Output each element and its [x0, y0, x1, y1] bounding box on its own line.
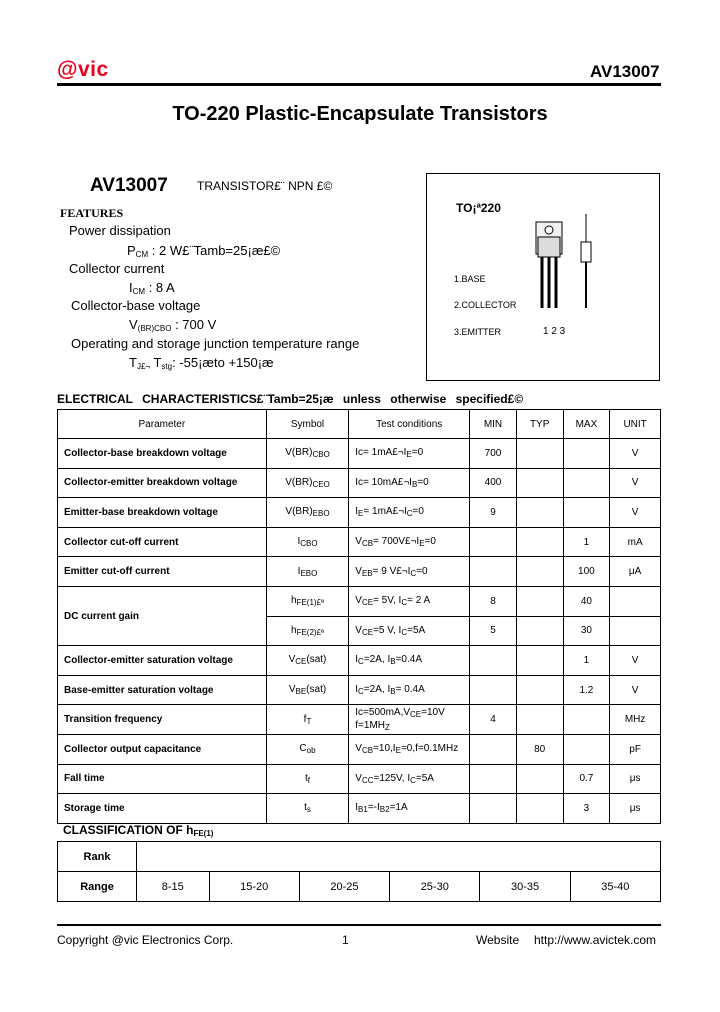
- min-cell: [470, 557, 517, 587]
- vcbo-value: : 700 V: [175, 317, 217, 332]
- symbol-subscript: FE(1)£ª: [296, 598, 324, 608]
- mounting-hole: [545, 226, 553, 234]
- symbol-cell: [266, 439, 349, 469]
- tj-symbol: T: [129, 355, 137, 370]
- max-cell: 1.2: [563, 675, 610, 705]
- condition-subscript: B2: [379, 805, 390, 815]
- param-cell: Storage time: [58, 794, 267, 824]
- condition-subscript: E: [395, 746, 401, 756]
- typ-cell: [516, 646, 563, 676]
- condition-subscript: EB: [361, 568, 373, 578]
- temp-value: : -55¡æto +150¡æ: [172, 355, 274, 370]
- condition-text: f=1MH: [355, 719, 385, 731]
- table-row: [58, 764, 661, 794]
- symbol-subscript: EBO: [300, 568, 318, 578]
- feature-temp-value: [129, 355, 274, 371]
- min-cell: [470, 794, 517, 824]
- tstg-subscript: stg: [161, 362, 173, 371]
- condition-cell: [349, 527, 470, 557]
- condition-cell: [349, 616, 470, 646]
- header-unit: UNIT: [610, 410, 661, 439]
- min-cell: 5: [470, 616, 517, 646]
- tj-subscript: J£¬: [136, 362, 151, 371]
- header-divider: [57, 83, 661, 86]
- icm-subscript: CM: [132, 287, 146, 296]
- footer-divider: [57, 924, 661, 926]
- page-title: TO-220 Plastic-Encapsulate Transistors: [172, 103, 548, 125]
- condition-text: Ic=500mA,V: [355, 706, 411, 718]
- pin-2-label: 2.COLLECTOR: [454, 300, 517, 310]
- condition-cell: [349, 439, 470, 469]
- pcm-value: : 2 W£¨Tamb=25¡æ£©: [151, 243, 281, 258]
- company-logo: @vic: [57, 58, 109, 81]
- feature-current-value: [129, 280, 175, 296]
- condition-subscript: Z: [385, 722, 390, 732]
- condition-text: = 5V, I: [373, 595, 402, 607]
- table-row: [58, 734, 661, 764]
- max-cell: 0.7: [563, 764, 610, 794]
- unit-cell: V: [610, 439, 661, 469]
- symbol-subscript: CBO: [312, 450, 330, 460]
- rank-row: [58, 842, 661, 872]
- header-parameter: Parameter: [58, 410, 267, 439]
- unit-cell: V: [610, 675, 661, 705]
- vcbo-subscript: (BR)CBO: [137, 324, 172, 333]
- condition-subscript: B: [411, 479, 418, 489]
- typ-cell: [516, 468, 563, 498]
- condition-cell: [349, 705, 470, 735]
- param-cell: DC current gain: [58, 586, 267, 645]
- feature-power-label: Power dissipation: [69, 223, 171, 238]
- condition-text: =2A, I: [363, 654, 391, 666]
- tstg-symbol: T: [153, 355, 162, 370]
- symbol-subscript: ob: [306, 746, 316, 756]
- feature-temp-label: Operating and storage junction temperature range: [71, 336, 360, 351]
- footer-website-url[interactable]: http://www.avictek.com: [534, 933, 657, 947]
- package-body: [538, 237, 560, 257]
- condition-text: =2A, I: [363, 684, 391, 696]
- condition-text: V: [355, 536, 362, 548]
- table-row: [58, 498, 661, 528]
- condition-subscript: CE: [361, 598, 374, 608]
- symbol-cell: [266, 557, 349, 587]
- pin-numbers: 1 2 3: [543, 326, 566, 337]
- condition-cell: [349, 675, 470, 705]
- max-cell: [563, 439, 610, 469]
- features-heading: FEATURES: [60, 206, 124, 220]
- condition-text: =-I: [367, 802, 380, 814]
- condition-cell: [349, 764, 470, 794]
- condition-text: =5A: [407, 624, 426, 636]
- icm-symbol: I: [129, 280, 133, 295]
- typ-cell: [516, 439, 563, 469]
- param-cell: Emitter cut-off current: [58, 557, 267, 587]
- table-row: [58, 675, 661, 705]
- param-cell: Collector-base breakdown voltage: [58, 439, 267, 469]
- range-cell: 35-40: [570, 872, 660, 902]
- condition-text: =125V, I: [373, 772, 411, 784]
- unit-cell: mA: [610, 527, 661, 557]
- table-row: [58, 705, 661, 735]
- max-cell: 40: [563, 586, 610, 616]
- condition-subscript: B: [390, 687, 396, 697]
- condition-cell: [349, 794, 470, 824]
- symbol-main: C: [299, 743, 307, 755]
- max-cell: 100: [563, 557, 610, 587]
- feature-current-label: Collector current: [69, 261, 165, 276]
- condition-subscript: CE: [410, 709, 422, 719]
- condition-subscript: C: [358, 687, 364, 697]
- pcm-symbol: P: [127, 243, 136, 258]
- condition-subscript: C: [410, 775, 416, 785]
- condition-text: I: [355, 654, 359, 666]
- condition-text: =0: [412, 506, 424, 518]
- symbol-cell: [266, 794, 349, 824]
- header-test-conditions: Test conditions: [349, 410, 470, 439]
- symbol-cell: [266, 527, 349, 557]
- condition-cell: [349, 586, 470, 616]
- classification-heading-text: CLASSIFICATION OF h: [63, 823, 194, 837]
- condition-subscript: CB: [361, 539, 374, 549]
- symbol-main: I: [297, 536, 301, 548]
- condition-cell: [349, 468, 470, 498]
- symbol-subscript: EBO: [312, 509, 330, 519]
- symbol-subscript: CBO: [300, 539, 318, 549]
- range-row: [58, 872, 661, 902]
- footer-page-number: 1: [342, 933, 349, 947]
- header-symbol: Symbol: [266, 410, 349, 439]
- electrical-characteristics-heading: ELECTRICAL CHARACTERISTICS£¨Tamb=25¡æ unless otherwise specified£©: [57, 392, 524, 406]
- condition-subscript: E: [419, 539, 425, 549]
- condition-text: V: [355, 595, 362, 607]
- symbol-cell: [266, 675, 349, 705]
- min-cell: 700: [470, 439, 517, 469]
- min-cell: [470, 527, 517, 557]
- typ-cell: [516, 616, 563, 646]
- symbol-cell: [266, 705, 349, 735]
- max-cell: 1: [563, 646, 610, 676]
- unit-cell: μA: [610, 557, 661, 587]
- symbol-main: V(BR): [285, 506, 313, 518]
- range-cell: 15-20: [209, 872, 299, 902]
- pin-1-label: 1.BASE: [454, 274, 486, 284]
- condition-subscript: CE: [361, 627, 374, 637]
- unit-cell: MHz: [610, 705, 661, 735]
- symbol-cell: [266, 498, 349, 528]
- pin-3-label: 3.EMITTER: [454, 327, 502, 337]
- unit-cell: V: [610, 468, 661, 498]
- min-cell: [470, 675, 517, 705]
- unit-cell: [610, 616, 661, 646]
- symbol-subscript: T: [306, 716, 312, 726]
- max-cell: 30: [563, 616, 610, 646]
- param-cell: Emitter-base breakdown voltage: [58, 498, 267, 528]
- param-cell: Collector-emitter saturation voltage: [58, 646, 267, 676]
- symbol-subscript: CEO: [312, 479, 330, 489]
- range-cell: 8-15: [137, 872, 210, 902]
- symbol-main: I: [297, 565, 301, 577]
- typ-cell: [516, 675, 563, 705]
- side-view-body: [581, 242, 591, 262]
- min-cell: 8: [470, 586, 517, 616]
- unit-cell: V: [610, 498, 661, 528]
- symbol-main: t: [304, 802, 307, 814]
- classification-heading: [63, 823, 213, 838]
- unit-cell: μs: [610, 794, 661, 824]
- unit-cell: pF: [610, 734, 661, 764]
- condition-text: = 0.4A: [395, 684, 425, 696]
- typ-cell: [516, 557, 563, 587]
- symbol-cell: [266, 616, 349, 646]
- max-cell: 3: [563, 794, 610, 824]
- footer-copyright: Copyright @vic Electronics Corp.: [57, 933, 234, 947]
- symbol-main: h: [291, 595, 297, 607]
- electrical-characteristics-table: [57, 409, 661, 824]
- symbol-cell: [266, 646, 349, 676]
- table-row: [58, 468, 661, 498]
- condition-text: Ic= 10mA£¬I: [355, 476, 412, 488]
- typ-cell: [516, 764, 563, 794]
- header-part-number: AV13007: [590, 62, 660, 81]
- condition-cell: [349, 557, 470, 587]
- condition-text: =10V: [421, 706, 445, 718]
- max-cell: [563, 705, 610, 735]
- feature-power-value: [127, 243, 280, 259]
- symbol-cell: [266, 764, 349, 794]
- range-cell: 30-35: [480, 872, 570, 902]
- symbol-main: f: [303, 713, 307, 725]
- symbol-tail: (sat): [306, 684, 327, 696]
- max-cell: [563, 468, 610, 498]
- table-row: [58, 586, 661, 616]
- condition-text: I: [355, 506, 359, 518]
- table-row: [58, 527, 661, 557]
- param-cell: Collector-emitter breakdown voltage: [58, 468, 267, 498]
- range-label: Range: [58, 872, 137, 902]
- min-cell: 4: [470, 705, 517, 735]
- symbol-main: h: [291, 624, 297, 636]
- header-typ: TYP: [516, 410, 563, 439]
- typ-cell: [516, 705, 563, 735]
- condition-subscript: C: [358, 657, 364, 667]
- table-row: [58, 557, 661, 587]
- param-cell: Collector cut-off current: [58, 527, 267, 557]
- condition-text: = 2 A: [407, 595, 431, 607]
- min-cell: [470, 646, 517, 676]
- condition-text: =0: [417, 476, 429, 488]
- symbol-main: t: [304, 772, 308, 784]
- condition-subscript: C: [406, 509, 413, 519]
- param-cell: Fall time: [58, 764, 267, 794]
- condition-text: V: [355, 565, 362, 577]
- max-cell: 1: [563, 527, 610, 557]
- feature-cb-label: Collector-base voltage: [71, 298, 201, 313]
- package-title: TO¡ª220: [456, 201, 501, 215]
- feature-vcbo-value: [129, 317, 216, 333]
- table-header-row: [58, 410, 661, 439]
- symbol-cell: [266, 586, 349, 616]
- condition-cell: [349, 646, 470, 676]
- param-cell: Base-emitter saturation voltage: [58, 675, 267, 705]
- symbol-subscript: FE(2)£ª: [296, 627, 324, 637]
- range-cell: 25-30: [390, 872, 480, 902]
- table-row: [58, 439, 661, 469]
- condition-cell: [349, 734, 470, 764]
- condition-subscript: CB: [361, 746, 374, 756]
- condition-subscript: C: [401, 627, 408, 637]
- condition-text: =0: [424, 536, 436, 548]
- vcbo-symbol: V: [129, 317, 138, 332]
- condition-subscript: E: [406, 450, 412, 460]
- pcm-subscript: CM: [135, 250, 149, 259]
- classification-heading-sub: FE(1): [193, 829, 214, 838]
- typ-cell: [516, 794, 563, 824]
- condition-text: =1A: [389, 802, 408, 814]
- min-cell: [470, 764, 517, 794]
- min-cell: 400: [470, 468, 517, 498]
- symbol-subscript: CE: [295, 657, 307, 667]
- symbol-main: V: [288, 684, 296, 696]
- product-type: TRANSISTOR£¨ NPN £©: [197, 179, 333, 193]
- symbol-subscript: f: [307, 775, 310, 785]
- rank-values: [137, 842, 661, 872]
- condition-text: I: [355, 802, 359, 814]
- param-cell: Transition frequency: [58, 705, 267, 735]
- symbol-tail: (sat): [306, 654, 327, 666]
- condition-text: =0: [416, 565, 428, 577]
- condition-text: =5 V, I: [373, 624, 402, 636]
- table-row: [58, 646, 661, 676]
- condition-subscript: E: [358, 509, 364, 519]
- table-body: [58, 439, 661, 824]
- condition-subscript: B: [390, 657, 396, 667]
- symbol-cell: [266, 734, 349, 764]
- symbol-main: V: [288, 654, 296, 666]
- condition-subscript: CC: [361, 775, 374, 785]
- min-cell: [470, 734, 517, 764]
- typ-cell: 80: [516, 734, 563, 764]
- condition-text: = 700V£¬I: [373, 536, 420, 548]
- unit-cell: [610, 586, 661, 616]
- symbol-subscript: s: [306, 805, 311, 815]
- table-row: [58, 794, 661, 824]
- condition-text: V: [355, 772, 362, 784]
- condition-text: = 9 V£¬I: [372, 565, 411, 577]
- to220-package-illustration: [528, 212, 608, 316]
- condition-text: =10,I: [373, 743, 396, 755]
- typ-cell: [516, 498, 563, 528]
- param-cell: Collector output capacitance: [58, 734, 267, 764]
- unit-cell: μs: [610, 764, 661, 794]
- rank-label: Rank: [58, 842, 137, 872]
- symbol-cell: [266, 468, 349, 498]
- condition-subscript: C: [401, 598, 408, 608]
- unit-cell: V: [610, 646, 661, 676]
- max-cell: [563, 734, 610, 764]
- footer-website-label: Website: [476, 933, 520, 947]
- condition-subscript: B1: [358, 805, 368, 815]
- classification-table: [57, 841, 661, 902]
- typ-cell: [516, 586, 563, 616]
- condition-text: =5A: [415, 772, 434, 784]
- condition-text: =0,f=0.1MHz: [400, 743, 459, 755]
- symbol-subscript: BE: [295, 687, 307, 697]
- condition-cell: [349, 498, 470, 528]
- symbol-main: V(BR): [285, 476, 313, 488]
- condition-text: Ic= 1mA£¬I: [355, 447, 407, 459]
- symbol-main: V(BR): [285, 447, 313, 459]
- product-part-number: AV13007: [90, 175, 168, 196]
- header-max: MAX: [563, 410, 610, 439]
- icm-value: : 8 A: [148, 280, 175, 295]
- condition-subscript: C: [410, 568, 417, 578]
- condition-text: =0.4A: [395, 654, 422, 666]
- header-min: MIN: [470, 410, 517, 439]
- condition-text: = 1mA£¬I: [363, 506, 407, 518]
- range-cell: 20-25: [299, 872, 389, 902]
- condition-text: V: [355, 624, 362, 636]
- condition-text: I: [355, 684, 359, 696]
- condition-text: V: [355, 743, 362, 755]
- max-cell: [563, 498, 610, 528]
- min-cell: 9: [470, 498, 517, 528]
- condition-text: =0: [411, 447, 424, 459]
- typ-cell: [516, 527, 563, 557]
